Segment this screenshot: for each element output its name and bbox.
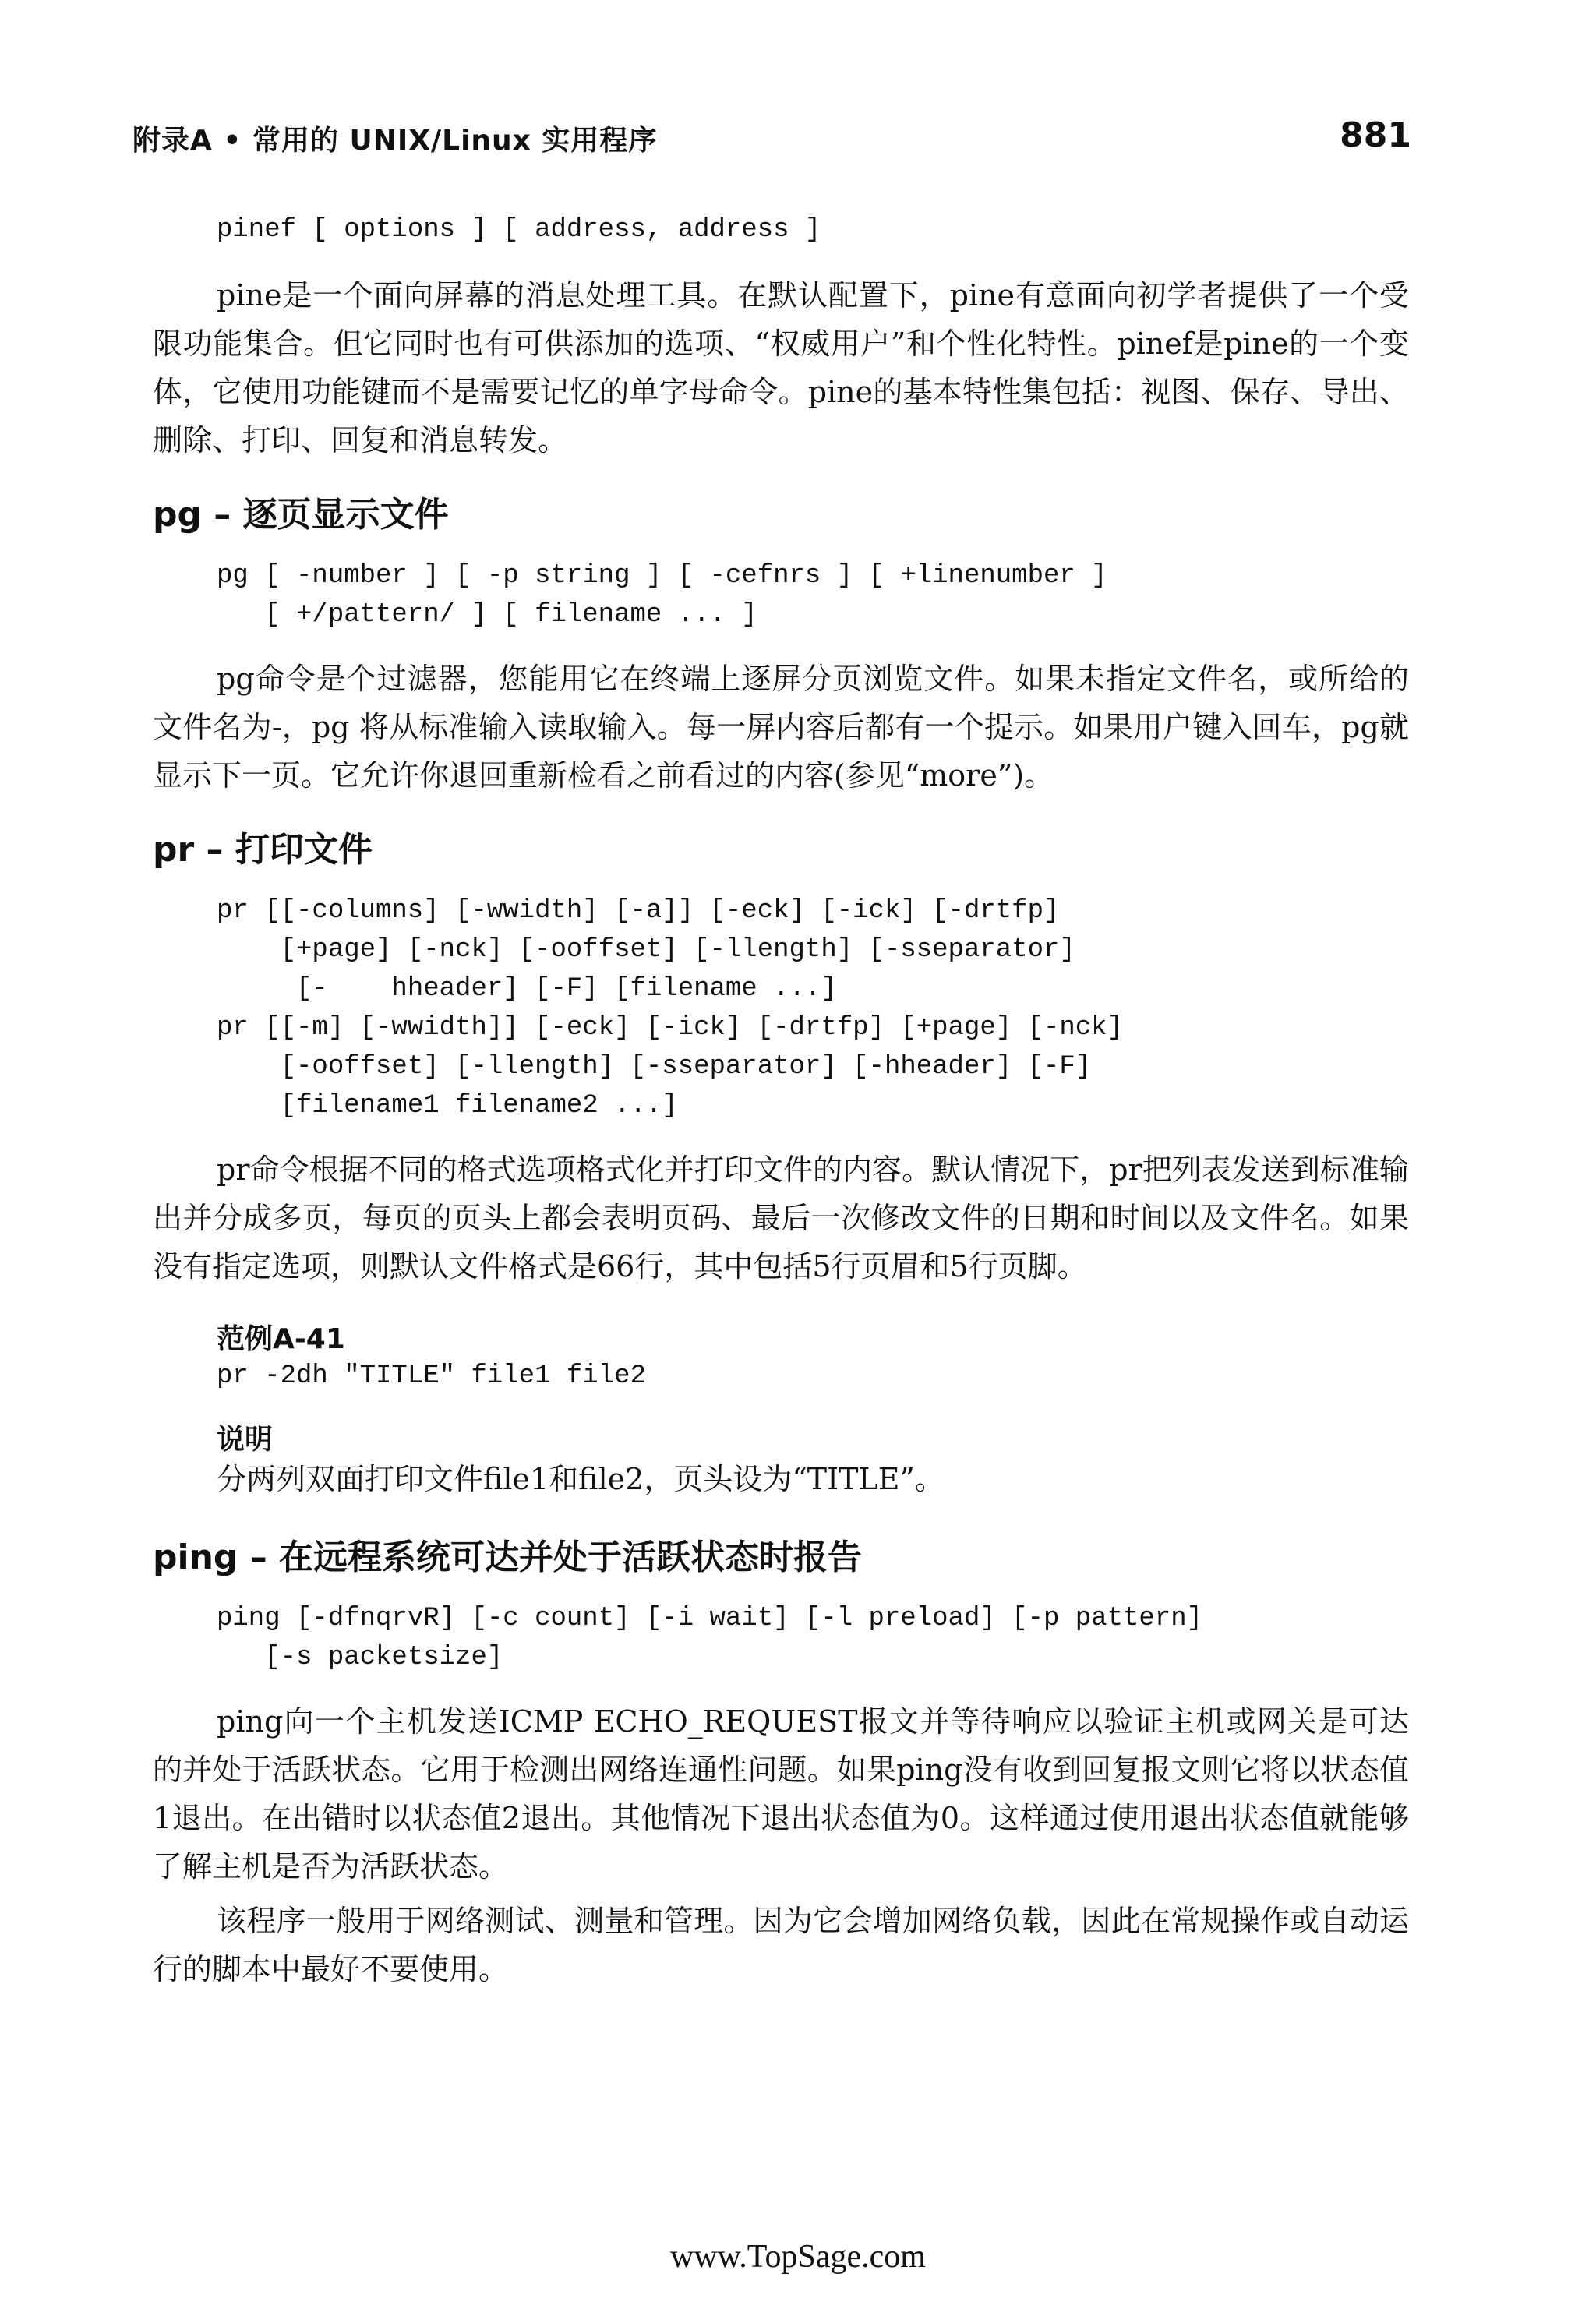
pr-syntax: pr [[-columns] [-wwidth] [-a]] [-eck] [-ick] [-drtfp] [+page] [-nck] [-ooffset] [-llength] [-sseparator] [- hheader] [-F] [filename ...] pr [[-m] [-wwidth]] [-eck] [-ick] [-drtfp] [+page] [-nck] [-ooffset] [-llength] [-sseparator] [-hheader] [-F] [filename1 filename2 ...]: [217, 896, 1123, 1121]
example-box: [217, 1317, 1409, 1501]
pr-description: pr命令根据不同的格式选项格式化并打印文件的内容。默认情况下，pr把列表发送到标准输出并分成多页，每页的页头上都会表明页码、最后一次修改文件的日期和时间以及文件名。如果没有指定选项，则默认文件格式是66行，其中包括5行页眉和5行页脚。: [153, 1153, 1409, 1283]
footer-url: www.TopSage.com: [670, 2239, 926, 2275]
pine-description: pine是一个面向屏幕的消息处理工具。在默认配置下，pine有意面向初学者提供了一个受限功能集合。但它同时也有可供添加的选项、“权威用户”和个性化特性。pinef是pine的一个变体，它使用功能键而不是需要记忆的单字母命令。pine的基本特性集包括：视图、保存、导出、删除、打印、回复和消息转发。: [153, 278, 1409, 457]
example-code: pr -2dh "TITLE" file1 file2: [217, 1361, 646, 1391]
running-header: 附录A • 常用的 UNIX/Linux 实用程序: [132, 125, 658, 157]
example-description: 分两列双面打印文件file1和file2，页头设为“TITLE”。: [217, 1462, 945, 1496]
ping-description-1: ping向一个主机发送ICMP ECHO_REQUEST报文并等待响应以验证主机或网关是可达的并处于活跃状态。它用于检测出网络连通性问题。如果ping没有收到回复报文则它将以状态值1退出。在出错时以状态值2退出。其他情况下退出状态值为0。这样通过使用退出状态值就能够了解主机是否为活跃状态。: [153, 1704, 1409, 1884]
pr-heading: pr – 打印文件: [153, 830, 373, 870]
page-number: 881: [1340, 115, 1411, 155]
ping-heading: ping – 在远程系统可达并处于活跃状态时报告: [153, 1538, 863, 1577]
main-content: [153, 210, 1409, 1993]
pinef-syntax: pinef [ options ] [ address, address ]: [217, 215, 821, 245]
example-label: 说明: [217, 1424, 274, 1456]
pg-syntax: pg [ -number ] [ -p string ] [ -cefnrs ] [ +linenumber ] [ +/pattern/ ] [ filename ... ]: [217, 561, 1107, 630]
ping-description-2: 该程序一般用于网络测试、测量和管理。因为它会增加网络负载，因此在常规操作或自动运行的脚本中最好不要使用。: [153, 1904, 1409, 1986]
ping-syntax: ping [-dfnqrvR] [-c count] [-i wait] [-l preload] [-p pattern] [-s packetsize]: [217, 1604, 1203, 1672]
pg-heading: pg – 逐页显示文件: [153, 495, 449, 535]
pg-description: pg命令是个过滤器，您能用它在终端上逐屏分页浏览文件。如果未指定文件名，或所给的文件名为-，pg 将从标准输入读取输入。每一屏内容后都有一个提示。如果用户键入回车，pg就显示下一页。它允许你退回重新检看之前看过的内容(参见“more”)。: [153, 662, 1409, 793]
example-title: 范例A-41: [217, 1323, 345, 1355]
